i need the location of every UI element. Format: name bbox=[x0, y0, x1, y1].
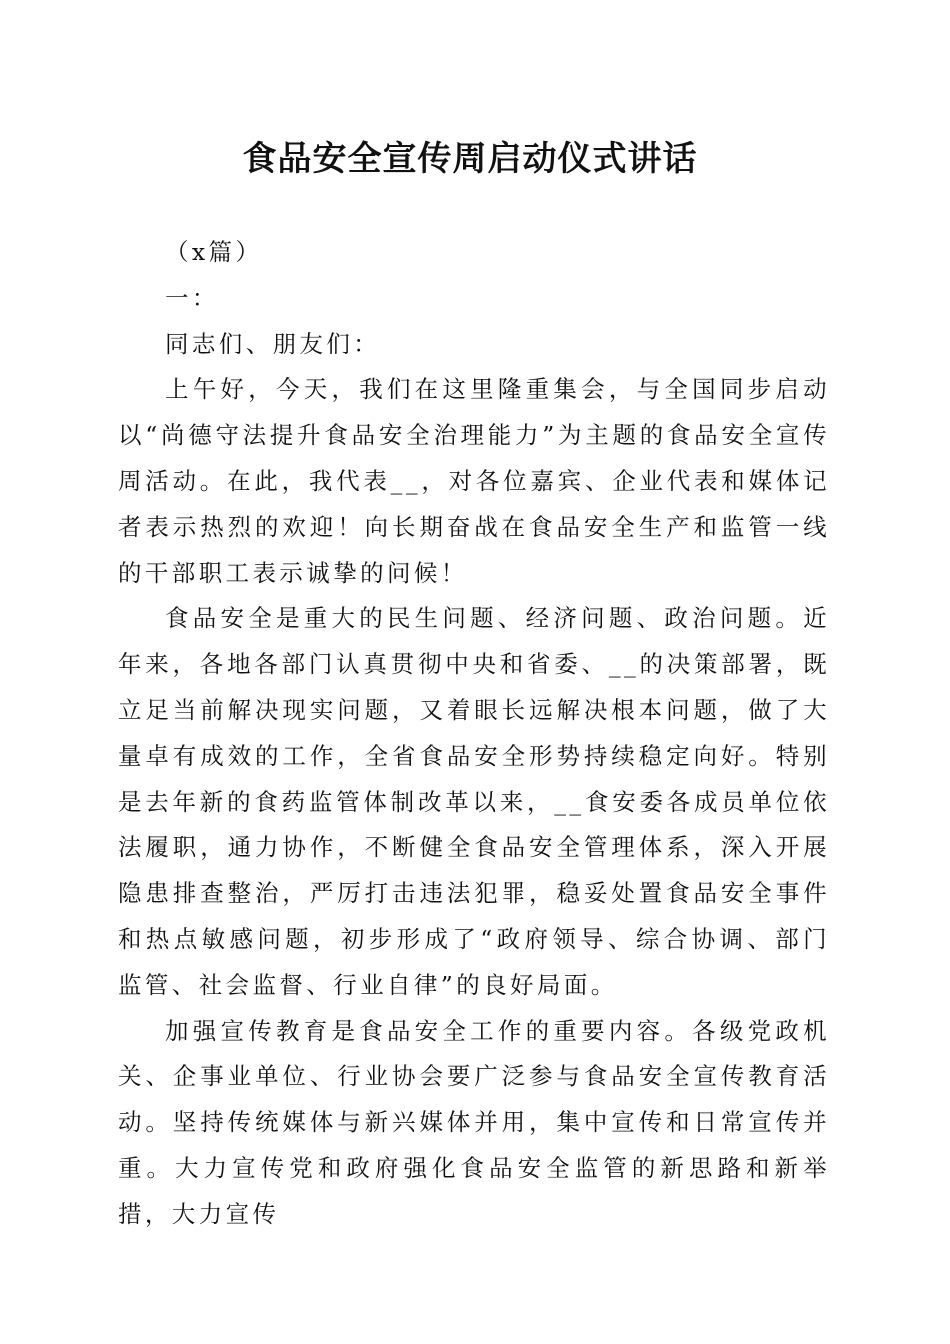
paragraph-food-safety-situation: 食品安全是重大的民生问题、经济问题、政治问题。近年来，各地各部门认真贯彻中央和省委、__的决策部署，既立足当前解决现实问题，又着眼长远解决根本问题，做了大量卓有成效的工作，全省食品安全形势持续稳定向好。特别是去年新的食药监管体制改革以来，__食安委各成员单位依法履职，通力协作，不断健全食品安全管理体系，深入开展隐患排查整治，严厉打击违法犯罪，稳妥处置食品安全事件和热点敏感问题，初步形成了“政府领导、综合协调、部门监管、社会监督、行业自律”的良好局面。 bbox=[118, 604, 830, 999]
paragraph-salutation: 同志们、朋友们： bbox=[165, 329, 381, 358]
paragraph-section-number: 一： bbox=[165, 283, 219, 312]
paragraph-opening: 上午好，今天，我们在这里隆重集会，与全国同步启动以“尚德守法提升食品安全治理能力”为主题的食品安全宣传周活动。在此，我代表__，对各位嘉宾、企业代表和媒体记者表示热烈的欢迎！向长期奋战在食品安全生产和监管一线的干部职工表示诚挚的问候！ bbox=[118, 375, 830, 587]
paragraph-count-note: （x篇） bbox=[165, 238, 263, 266]
paragraph-publicity-education: 加强宣传教育是食品安全工作的重要内容。各级党政机关、企事业单位、行业协会要广泛参与食品安全宣传教育活动。坚持传统媒体与新兴媒体并用，集中宣传和日常宣传并重。大力宣传党和政府强化食品安全监管的新思路和新举措，大力宣传 bbox=[118, 1016, 830, 1228]
document-body bbox=[118, 230, 830, 1238]
document-title: 食品安全宣传周启动仪式讲话 bbox=[242, 139, 698, 179]
